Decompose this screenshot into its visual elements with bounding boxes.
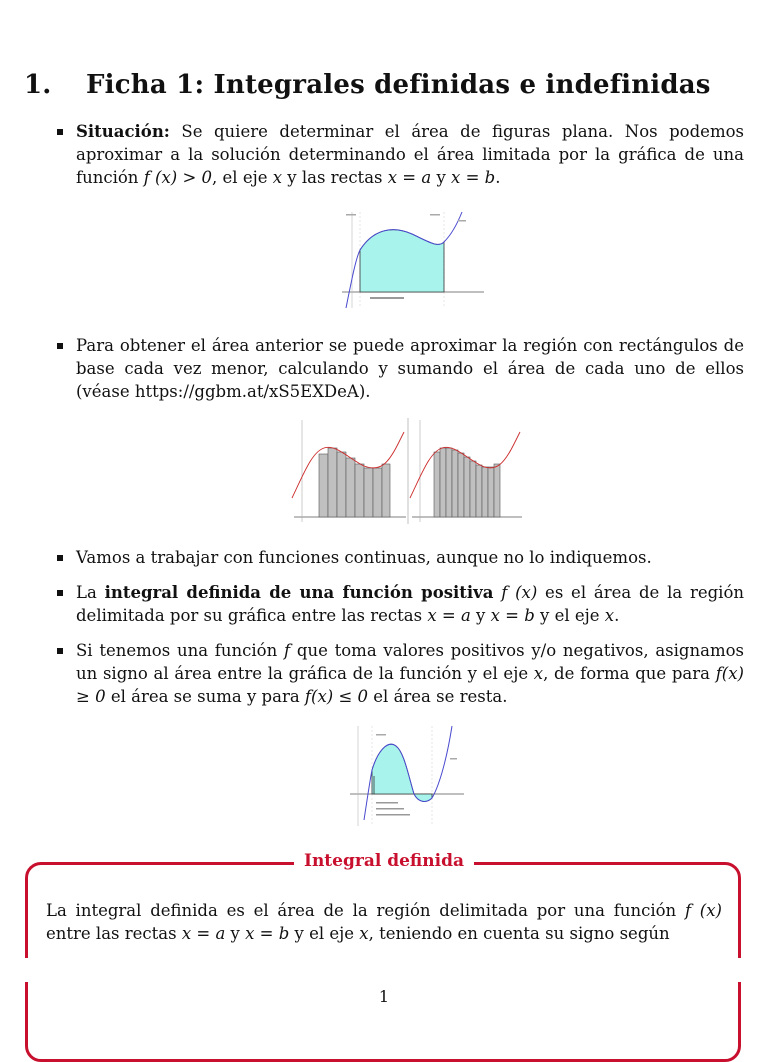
shaded-area xyxy=(360,230,444,292)
math: f (x) > 0 xyxy=(143,168,213,187)
bullet-continuas xyxy=(76,546,744,569)
bullet-label: Situación: xyxy=(76,122,170,141)
text: , de forma que para xyxy=(543,664,716,683)
text: y xyxy=(225,924,246,943)
math: x = a xyxy=(427,606,471,625)
bullet-rectangulos xyxy=(76,334,744,403)
definition-box-title: Integral definida xyxy=(294,851,474,871)
section-title: Ficha 1: Integrales definidas e indefinidas xyxy=(86,70,711,100)
bullet-signo xyxy=(76,639,744,708)
math: f (x) xyxy=(493,583,538,602)
text: y las rectas xyxy=(282,168,388,187)
math: f xyxy=(284,641,291,660)
math: x = b xyxy=(490,606,535,625)
text: el área se resta. xyxy=(368,687,508,706)
bold-term: integral definida de una función positiva xyxy=(104,583,494,602)
page-number: 1 xyxy=(378,987,390,1006)
text: y xyxy=(470,606,491,625)
math: x = b xyxy=(451,168,496,187)
math: f (x) xyxy=(684,901,722,920)
section-number: 1. xyxy=(24,70,52,100)
figure-riemann-rectangles xyxy=(288,418,522,524)
text: es el área de la región delimitada por su gráfica entre las rectas xyxy=(76,583,745,625)
math: x xyxy=(604,606,615,625)
text: y el eje xyxy=(534,606,605,625)
section-heading xyxy=(24,70,711,100)
text: que toma valores positivos y/o negativos, asignamos un signo al área entre la gráfica de la función y el eje xyxy=(76,641,744,683)
text: y el eje xyxy=(289,924,360,943)
label-mark-a xyxy=(376,734,386,736)
label-mark-f xyxy=(458,220,466,222)
bullet-integral-positiva xyxy=(76,581,744,627)
text: , teniendo en cuenta su signo según xyxy=(368,924,670,943)
label-mark-a xyxy=(346,214,356,216)
left-bars xyxy=(319,448,390,517)
definition-box-title-wrap xyxy=(0,851,768,871)
definition-box-text xyxy=(46,899,722,945)
label-mark-f xyxy=(450,758,457,760)
legend-mark-3 xyxy=(376,814,410,816)
text: Si tenemos una función xyxy=(76,641,285,660)
math: x = a xyxy=(181,924,226,943)
text: , el eje xyxy=(212,168,273,187)
right-bars xyxy=(434,448,500,517)
text: La integral definida es el área de la región delimitada por una función xyxy=(46,901,685,920)
text: La xyxy=(76,583,105,602)
legend-mark-2 xyxy=(376,808,404,810)
math: f(x) ≤ 0 xyxy=(304,687,369,706)
figure-area-under-curve xyxy=(334,208,486,312)
page-break-mask xyxy=(0,958,768,982)
text: Vamos a trabajar con funciones continuas, aunque no lo indiquemos. xyxy=(76,548,652,567)
text: . xyxy=(614,606,620,625)
math: x xyxy=(533,664,544,683)
math: x = a xyxy=(387,168,432,187)
text: . xyxy=(495,168,501,187)
math: f(x) ≥ 0 xyxy=(76,664,744,706)
text: Se quiere determinar el área de figuras plana. Nos podemos aproximar a la solución determinando el área limitada por la gráfica de una función xyxy=(76,122,744,187)
math: x = b xyxy=(245,924,290,943)
label-mark-b xyxy=(430,214,440,216)
positive-area xyxy=(372,744,414,794)
text: Para obtener el área anterior se puede aproximar la región con rectángulos de base cada vez menor, calculando y sumando el área de cada uno de ellos (véase https://ggbm.at/xS5EXDeA). xyxy=(76,336,744,401)
area-label-mark xyxy=(370,297,404,299)
figure-signed-area xyxy=(346,724,466,828)
text: y xyxy=(431,168,452,187)
legend-mark-1 xyxy=(376,802,398,804)
text: el área se suma y para xyxy=(105,687,305,706)
text: entre las rectas xyxy=(46,924,182,943)
math: x xyxy=(359,924,369,943)
bullet-situacion xyxy=(76,120,744,189)
math: x xyxy=(272,168,283,187)
